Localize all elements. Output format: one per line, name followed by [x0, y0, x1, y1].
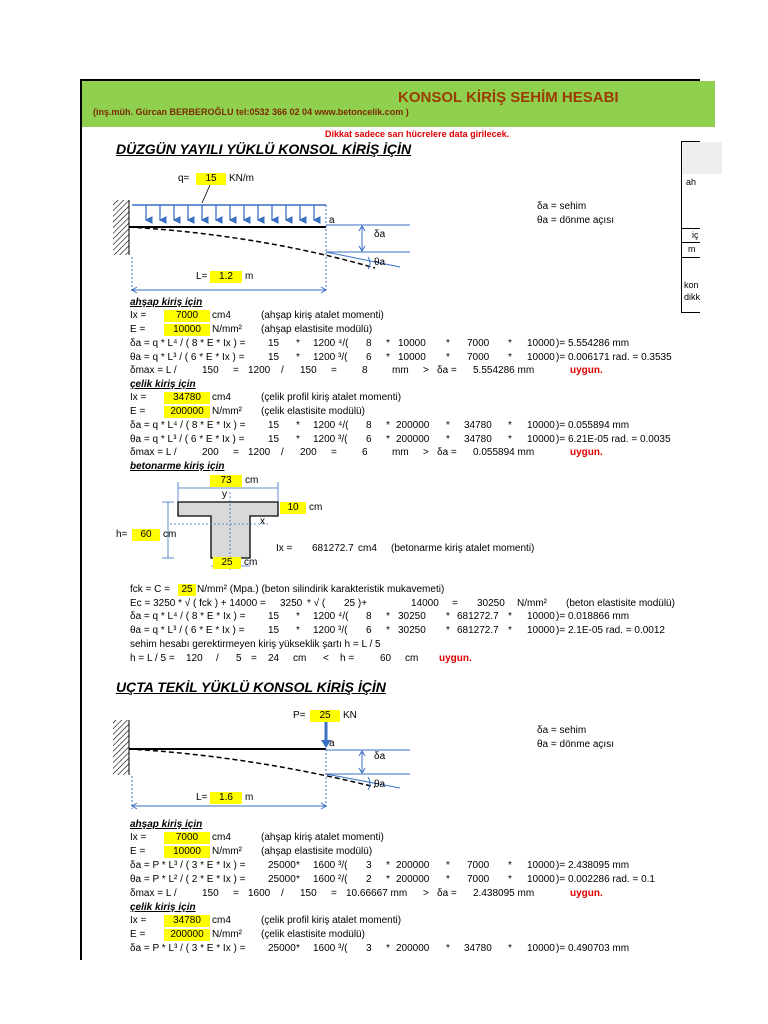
wood-d-formula-cell: δa = q * L⁴ / ( 8 * E * Ix ) = [130, 338, 246, 349]
x-axis-label: x [260, 516, 265, 527]
wood-t-res-cell: )= 0.002286 rad. = 0.1 [556, 874, 655, 885]
wood-t-formula-cell: θa = q * L³ / ( 6 * E * Ix ) = [130, 352, 245, 363]
concrete-fck-note-cell: N/mm² (Mpa.) (beton silindirik karakteristik mukavemeti) [197, 584, 445, 595]
wood-m-v4-cell: 10.66667 mm [346, 888, 408, 899]
wood-d-v2-cell: 1600 ³/( [313, 860, 348, 871]
wood-m-gt-cell: > [423, 365, 429, 376]
concrete-heading: betonarme kiriş için [130, 461, 225, 472]
steel-t-m1-cell: * [296, 434, 300, 445]
theta-label-2: θa [374, 779, 386, 790]
wood-m-v5-cell: 5.554286 mm [473, 365, 535, 376]
concrete-t-m1-cell: * [296, 625, 300, 636]
wood-t-m2-cell: * [386, 352, 390, 363]
wood-t-v1-cell: 25000 [268, 874, 296, 885]
wood-d-v6-cell: 10000 [527, 860, 555, 871]
h-unit: cm [163, 529, 177, 540]
steel-e-unit-cell: N/mm² [212, 406, 242, 417]
steel-d-v4-cell: 200000 [396, 943, 430, 954]
wood-t-m4-cell: * [508, 874, 512, 885]
wood-ix-label-cell: Ix = [130, 310, 147, 321]
wood-ix-unit-cell: cm4 [212, 310, 231, 321]
concrete-h-v1-cell: 120 [186, 653, 203, 664]
concrete-t-res-cell: )= 2.1E-05 rad. = 0.0012 [556, 625, 665, 636]
concrete-t-m4-cell: * [508, 625, 512, 636]
concrete-t-v2-cell: 1200 ³/( [313, 625, 348, 636]
wood-m-da-cell: δa = [437, 888, 457, 899]
point-a-label-2: a [329, 738, 335, 749]
steel-d-m4-cell: * [508, 420, 512, 431]
steel-d-v5-cell: 34780 [464, 943, 492, 954]
steel-d-v3-cell: 8 [366, 420, 372, 431]
steel-e-unit-cell: N/mm² [212, 929, 242, 940]
steel-m-v1-cell: 200 [202, 447, 219, 458]
steel-m-da-cell: δa = [437, 447, 457, 458]
wood-e-note-cell: (ahşap elastisite modülü) [261, 324, 373, 335]
concrete-d-m1-cell: * [296, 611, 300, 622]
span-input-2[interactable]: 1.6 [210, 792, 242, 804]
concrete-h-u1-cell: cm [293, 653, 307, 664]
wood-t-res-cell: )= 0.006171 rad. = 0.3535 [556, 352, 672, 363]
steel-e-label-cell: E = [130, 929, 146, 940]
side-table-c5: dikk [684, 292, 701, 302]
concrete-ec-formula-cell: Ec = 3250 * √ ( fck ) + 14000 = [130, 598, 266, 609]
flange-width-unit: cm [245, 475, 259, 486]
wood-d-m2-cell: * [386, 338, 390, 349]
wood-d-v4-cell: 200000 [396, 860, 430, 871]
concrete-t-v6-cell: 10000 [527, 625, 555, 636]
page-left-border [80, 80, 82, 960]
concrete-t-m3-cell: * [446, 625, 450, 636]
steel-t-res-cell: )= 6.21E-05 rad. = 0.0035 [556, 434, 671, 445]
flange-width-input[interactable]: 73 [210, 475, 242, 487]
concrete-d-v1-cell: 15 [268, 611, 280, 622]
steel-t-v1-cell: 15 [268, 434, 280, 445]
wood-ix-note-cell: (ahşap kiriş atalet momenti) [261, 310, 384, 321]
wood-ix-unit-cell: cm4 [212, 832, 231, 843]
wood-m-eq2-cell: = [331, 365, 337, 376]
wood-ix-input-2[interactable]: 7000 [164, 832, 210, 844]
fck-input[interactable]: 25 [178, 584, 196, 596]
concrete-ec-note-cell: (beton elastisite modülü) [566, 598, 675, 609]
wood-m-formula-cell: δmax = L / [130, 365, 177, 376]
web-width-unit: cm [244, 557, 258, 568]
steel-t-v4-cell: 200000 [396, 434, 430, 445]
wood-m-v3-cell: 150 [300, 365, 317, 376]
steel-m-formula-cell: δmax = L / [130, 447, 177, 458]
wood-d-v3-cell: 8 [366, 338, 372, 349]
wood-m-formula-cell: δmax = L / [130, 888, 177, 899]
steel-heading-2: çelik kiriş için [130, 902, 196, 913]
steel-e-input[interactable]: 200000 [164, 406, 210, 418]
warning-text: Dikkat sadece sarı hücrelere data girilecek. [325, 129, 510, 139]
steel-t-v3-cell: 6 [366, 434, 372, 445]
concrete-d-v6-cell: 10000 [527, 611, 555, 622]
point-a-label: a [329, 215, 335, 226]
steel-ix-input[interactable]: 34780 [164, 392, 210, 404]
side-table-c2: iç [692, 230, 699, 240]
q-label: q= [178, 173, 190, 184]
wood-t-v1-cell: 15 [268, 352, 280, 363]
wood-t-m4-cell: * [508, 352, 512, 363]
wood-d-m4-cell: * [508, 338, 512, 349]
wood-t-m1-cell: * [296, 874, 300, 885]
legend-sehim: δa = sehim [537, 201, 587, 212]
wood-t-m2-cell: * [386, 874, 390, 885]
steel-ix-note-cell: (çelik profil kiriş atalet momenti) [261, 392, 402, 403]
steel-d-formula-cell: δa = q * L⁴ / ( 8 * E * Ix ) = [130, 420, 246, 431]
wood-status: uygun. [570, 365, 603, 376]
steel-t-m4-cell: * [508, 434, 512, 445]
steel-t-formula-cell: θa = q * L³ / ( 6 * E * Ix ) = [130, 434, 245, 445]
wood-d-m2-cell: * [386, 860, 390, 871]
steel-d-v6-cell: 10000 [527, 943, 555, 954]
concrete-d-v5-cell: 681272.7 [457, 611, 499, 622]
y-axis-label: y [222, 489, 227, 500]
steel-t-v2-cell: 1200 ³/( [313, 434, 348, 445]
concrete-d-m3-cell: * [446, 611, 450, 622]
concrete-h-v2-cell: 5 [236, 653, 242, 664]
concrete-d-v2-cell: 1200 ⁴/( [313, 611, 349, 622]
steel-d-v2-cell: 1600 ³/( [313, 943, 348, 954]
wood-t-formula-cell: θa = P * L² / ( 2 * E * Ix ) = [130, 874, 246, 885]
steel-d-res-cell: )= 0.055894 mm [556, 420, 630, 431]
concrete-ec-eq-cell: = [452, 598, 458, 609]
p-label: P= [293, 710, 306, 721]
wood-heading: ahşap kiriş için [130, 297, 203, 308]
steel-m-eq2-cell: = [331, 447, 337, 458]
steel-t-m3-cell: * [446, 434, 450, 445]
span-label-2: L= [196, 792, 208, 803]
wood-t-v2-cell: 1600 ²/( [313, 874, 348, 885]
section1-title: DÜZGÜN YAYILI YÜKLÜ KONSOL KİRİŞ İÇİN [116, 141, 412, 157]
wood-d-v4-cell: 10000 [398, 338, 426, 349]
point-load-diagram [110, 720, 420, 810]
concrete-d-m2-cell: * [386, 611, 390, 622]
side-table-c4: kon [684, 280, 699, 290]
concrete-d-formula-cell: δa = q * L⁴ / ( 8 * E * Ix ) = [130, 611, 246, 622]
steel-m-eq-cell: = [233, 447, 239, 458]
steel-ix-input-2[interactable]: 34780 [164, 915, 210, 927]
steel-d-v4-cell: 200000 [396, 420, 430, 431]
legend-sehim-2: δa = sehim [537, 725, 587, 736]
wood-e-unit-cell: N/mm² [212, 846, 242, 857]
concrete-h-lt-cell: < [323, 653, 329, 664]
p-unit: KN [343, 710, 357, 721]
concrete-d-m4-cell: * [508, 611, 512, 622]
steel-d-m3-cell: * [446, 943, 450, 954]
wood-d-v1-cell: 25000 [268, 860, 296, 871]
steel-d-v3-cell: 3 [366, 943, 372, 954]
wood-m-sl-cell: / [281, 888, 284, 899]
concrete-t-v4-cell: 30250 [398, 625, 426, 636]
side-table-c3: m [688, 244, 696, 254]
side-table [681, 141, 700, 313]
wood-d-res-cell: )= 2.438095 mm [556, 860, 630, 871]
concrete-ec-v3-cell: 14000 [411, 598, 439, 609]
legend-donme: θa = dönme açısı [537, 215, 614, 226]
concrete-d-v3-cell: 8 [366, 611, 372, 622]
wood-e-note-cell: (ahşap elastisite modülü) [261, 846, 373, 857]
wood-d-m3-cell: * [446, 338, 450, 349]
concrete-ec-m-cell: * √ ( [307, 598, 326, 609]
concrete-t-v3-cell: 6 [366, 625, 372, 636]
wood-t-v5-cell: 7000 [467, 352, 490, 363]
steel-m-v3-cell: 200 [300, 447, 317, 458]
concrete-ix-label: Ix = [276, 543, 293, 554]
steel-ix-unit-cell: cm4 [212, 915, 231, 926]
wood-e-label-cell: E = [130, 846, 146, 857]
web-width-input[interactable]: 25 [213, 557, 241, 569]
wood-d-m3-cell: * [446, 860, 450, 871]
span-unit: m [245, 271, 254, 282]
wood-t-m3-cell: * [446, 352, 450, 363]
concrete-ec-v2-cell: 25 )+ [344, 598, 368, 609]
concrete-t-v1-cell: 15 [268, 625, 280, 636]
side-table-c1: ah [686, 177, 697, 187]
wood-e-input-2[interactable]: 10000 [164, 846, 210, 858]
steel-d-v1-cell: 25000 [268, 943, 296, 954]
wood-t-v3-cell: 6 [366, 352, 372, 363]
legend-donme-2: θa = dönme açısı [537, 739, 614, 750]
wood-m-v2-cell: 1600 [248, 888, 271, 899]
q-unit: KN/m [229, 173, 254, 184]
wood-heading-2: ahşap kiriş için [130, 819, 203, 830]
p-input[interactable]: 25 [310, 710, 340, 722]
wood-e-input[interactable]: 10000 [164, 324, 210, 336]
steel-d-v5-cell: 34780 [464, 420, 492, 431]
steel-m-v2-cell: 1200 [248, 447, 271, 458]
wood-m-v2-cell: 1200 [248, 365, 271, 376]
concrete-fck-label-cell: fck = C = [130, 584, 171, 595]
steel-status: uygun. [570, 447, 603, 458]
wood-t-v5-cell: 7000 [467, 874, 490, 885]
concrete-h-eq-cell: = [251, 653, 257, 664]
concrete-t-m2-cell: * [386, 625, 390, 636]
concrete-ix-unit: cm4 [358, 543, 377, 554]
height-condition: sehim hesabı gerektirmeyen kiriş yükseklik şartı h = L / 5 [130, 639, 381, 650]
wood-status-2: uygun. [570, 888, 603, 899]
wood-t-v4-cell: 200000 [396, 874, 430, 885]
steel-ix-unit-cell: cm4 [212, 392, 231, 403]
wood-m-eq-cell: = [233, 888, 239, 899]
wood-d-v5-cell: 7000 [467, 860, 490, 871]
wood-m-eq-cell: = [233, 365, 239, 376]
steel-d-m2-cell: * [386, 943, 390, 954]
steel-t-m2-cell: * [386, 434, 390, 445]
steel-d-res-cell: )= 0.490703 mm [556, 943, 630, 954]
wood-m-gt-cell: > [423, 888, 429, 899]
concrete-h-u2-cell: cm [405, 653, 419, 664]
wood-d-v5-cell: 7000 [467, 338, 490, 349]
section2-title: UÇTA TEKİL YÜKLÜ KONSOL KİRİŞ İÇİN [116, 679, 386, 695]
steel-m-sl-cell: / [281, 447, 284, 458]
concrete-d-v4-cell: 30250 [398, 611, 426, 622]
q-input[interactable]: 15 [196, 173, 226, 185]
steel-d-m3-cell: * [446, 420, 450, 431]
concrete-t-formula-cell: θa = q * L³ / ( 6 * E * Ix ) = [130, 625, 245, 636]
wood-t-v3-cell: 2 [366, 874, 372, 885]
concrete-h-v4-cell: 60 [380, 653, 392, 664]
theta-label: θa [374, 257, 386, 268]
steel-ix-label-cell: Ix = [130, 392, 147, 403]
flange-thickness-unit: cm [309, 502, 323, 513]
flange-thickness-input[interactable]: 10 [280, 502, 306, 514]
steel-t-v6-cell: 10000 [527, 434, 555, 445]
wood-t-v6-cell: 10000 [527, 352, 555, 363]
wood-d-v2-cell: 1200 ⁴/( [313, 338, 349, 349]
wood-d-v3-cell: 3 [366, 860, 372, 871]
wood-t-v2-cell: 1200 ³/( [313, 352, 348, 363]
wood-d-m1-cell: * [296, 860, 300, 871]
wood-e-unit-cell: N/mm² [212, 324, 242, 335]
h-label: h= [116, 529, 128, 540]
steel-d-m4-cell: * [508, 943, 512, 954]
steel-heading: çelik kiriş için [130, 379, 196, 390]
steel-ix-label-cell: Ix = [130, 915, 147, 926]
wood-m-v1-cell: 150 [202, 888, 219, 899]
delta-label: δa [374, 229, 386, 240]
wood-m-da-cell: δa = [437, 365, 457, 376]
wood-d-v1-cell: 15 [268, 338, 280, 349]
steel-e-note-cell: (çelik elastisite modülü) [261, 929, 365, 940]
steel-d-m1-cell: * [296, 943, 300, 954]
wood-ix-note-cell: (ahşap kiriş atalet momenti) [261, 832, 384, 843]
steel-d-v2-cell: 1200 ⁴/( [313, 420, 349, 431]
wood-ix-label-cell: Ix = [130, 832, 147, 843]
concrete-ec-unit-cell: N/mm² [517, 598, 547, 609]
concrete-t-v5-cell: 681272.7 [457, 625, 499, 636]
wood-m-v5-cell: 2.438095 mm [473, 888, 535, 899]
wood-d-res-cell: )= 5.554286 mm [556, 338, 630, 349]
wood-m-v1-cell: 150 [202, 365, 219, 376]
steel-d-formula-cell: δa = P * L³ / ( 3 * E * Ix ) = [130, 943, 246, 954]
span-unit-2: m [245, 792, 254, 803]
h-input[interactable]: 60 [132, 529, 160, 541]
wood-m-v3-cell: 150 [300, 888, 317, 899]
concrete-ec-v1-cell: 3250 [280, 598, 303, 609]
wood-t-m1-cell: * [296, 352, 300, 363]
author-line: (inş.müh. Gürcan BERBEROĞLU tel:0532 366 02 04 www.betoncelik.com ) [93, 107, 409, 117]
concrete-ix-value: 681272.7 [312, 543, 354, 554]
span-label: L= [196, 271, 208, 282]
steel-m-v5-cell: 0.055894 mm [473, 447, 535, 458]
delta-label-2: δa [374, 751, 386, 762]
steel-d-m1-cell: * [296, 420, 300, 431]
concrete-d-res-cell: )= 0.018866 mm [556, 611, 630, 622]
concrete-h-formula-cell: h = L / 5 = [130, 653, 175, 664]
wood-m-unit-cell: mm [392, 365, 409, 376]
wood-m-v4-cell: 8 [362, 365, 368, 376]
wood-t-m3-cell: * [446, 874, 450, 885]
wood-d-formula-cell: δa = P * L³ / ( 3 * E * Ix ) = [130, 860, 246, 871]
concrete-h-hl-cell: h = [340, 653, 355, 664]
steel-t-v5-cell: 34780 [464, 434, 492, 445]
steel-d-m2-cell: * [386, 420, 390, 431]
wood-m-sl-cell: / [281, 365, 284, 376]
wood-ix-input[interactable]: 7000 [164, 310, 210, 322]
concrete-ix-note: (betonarme kiriş atalet momenti) [391, 543, 535, 554]
steel-e-input-2[interactable]: 200000 [164, 929, 210, 941]
steel-e-label-cell: E = [130, 406, 146, 417]
wood-t-v6-cell: 10000 [527, 874, 555, 885]
steel-m-unit-cell: mm [392, 447, 409, 458]
page-title: KONSOL KİRİŞ SEHİM HESABI [398, 89, 619, 106]
concrete-ec-v4-cell: 30250 [477, 598, 505, 609]
wood-e-label-cell: E = [130, 324, 146, 335]
wood-t-v4-cell: 10000 [398, 352, 426, 363]
steel-e-note-cell: (çelik elastisite modülü) [261, 406, 365, 417]
concrete-h-v3-cell: 24 [268, 653, 280, 664]
steel-d-v6-cell: 10000 [527, 420, 555, 431]
span-input[interactable]: 1.2 [210, 271, 242, 283]
wood-m-eq2-cell: = [331, 888, 337, 899]
steel-d-v1-cell: 15 [268, 420, 280, 431]
steel-ix-note-cell: (çelik profil kiriş atalet momenti) [261, 915, 402, 926]
concrete-h-sl-cell: / [216, 653, 219, 664]
height-status: uygun. [439, 653, 472, 664]
wood-d-m4-cell: * [508, 860, 512, 871]
steel-m-gt-cell: > [423, 447, 429, 458]
steel-m-v4-cell: 6 [362, 447, 368, 458]
wood-d-v6-cell: 10000 [527, 338, 555, 349]
wood-d-m1-cell: * [296, 338, 300, 349]
